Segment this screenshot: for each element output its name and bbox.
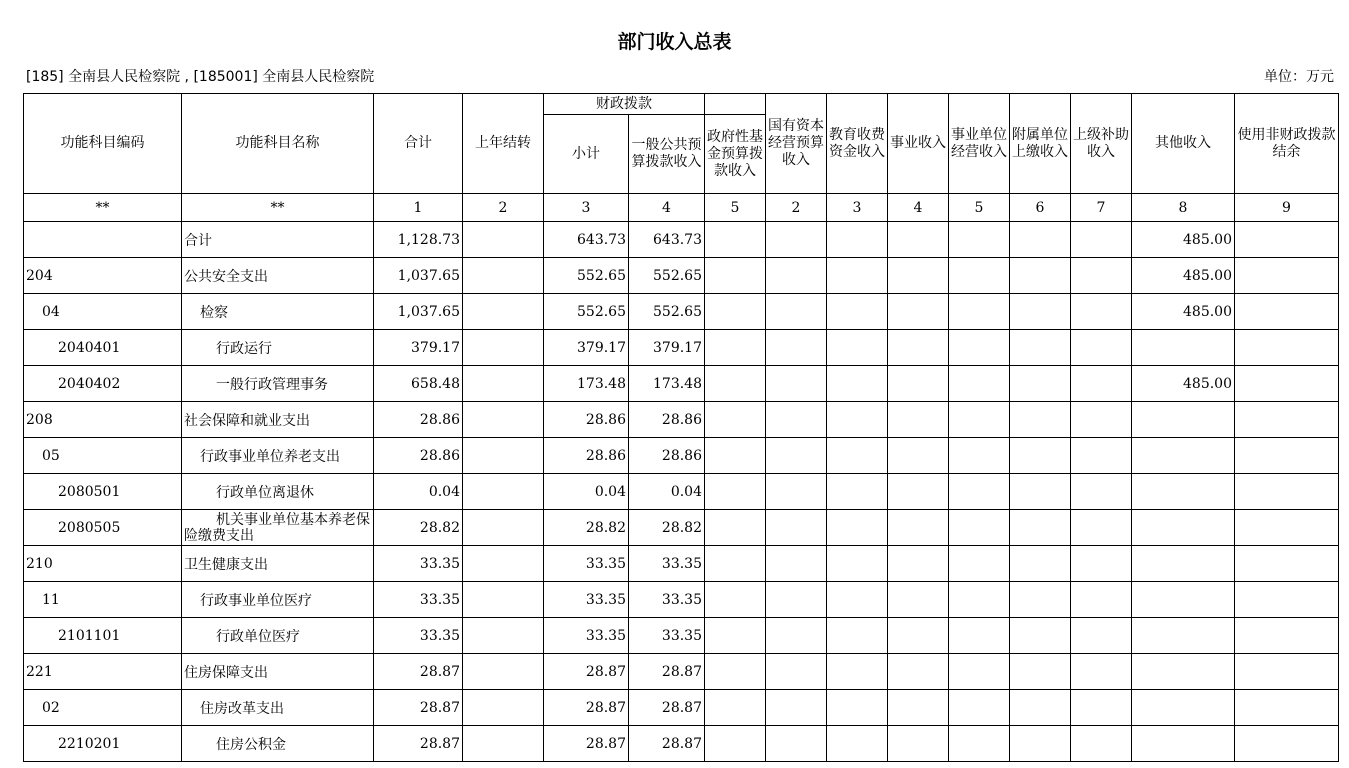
amount-cell	[705, 546, 766, 582]
amount-cell	[949, 510, 1010, 546]
amount-cell	[766, 690, 827, 726]
subject-name-cell: 行政运行	[182, 330, 374, 366]
amount-cell	[1132, 690, 1235, 726]
header-other-income: 其他收入	[1132, 94, 1235, 194]
amount-cell	[888, 618, 949, 654]
amount-cell	[827, 294, 888, 330]
amount-cell	[766, 258, 827, 294]
amount-cell	[1010, 402, 1071, 438]
amount-cell	[766, 726, 827, 762]
amount-cell	[827, 654, 888, 690]
amount-cell	[1235, 654, 1339, 690]
amount-cell: 485.00	[1132, 294, 1235, 330]
header-code: 功能科目编码	[24, 94, 182, 194]
amount-cell: 33.35	[629, 546, 705, 582]
amount-cell	[827, 690, 888, 726]
amount-cell: 1,037.65	[374, 294, 463, 330]
column-index-cell: 8	[1132, 194, 1235, 222]
amount-cell	[1071, 654, 1132, 690]
table-row	[24, 402, 1339, 438]
amount-cell	[705, 474, 766, 510]
amount-cell	[766, 438, 827, 474]
column-index-cell: 9	[1235, 194, 1339, 222]
amount-cell	[827, 402, 888, 438]
amount-cell: 552.65	[629, 294, 705, 330]
amount-cell: 33.35	[374, 618, 463, 654]
amount-cell	[766, 294, 827, 330]
subject-name-cell: 机关事业单位基本养老保险缴费支出	[182, 510, 374, 546]
amount-cell	[705, 618, 766, 654]
income-summary-table	[23, 93, 1339, 762]
amount-cell	[888, 222, 949, 258]
amount-cell	[1010, 654, 1071, 690]
amount-cell: 379.17	[544, 330, 629, 366]
amount-cell	[1010, 474, 1071, 510]
amount-cell	[766, 510, 827, 546]
amount-cell	[888, 690, 949, 726]
amount-cell: 33.35	[544, 582, 629, 618]
amount-cell	[827, 258, 888, 294]
table-row	[24, 690, 1339, 726]
amount-cell: 28.86	[544, 402, 629, 438]
amount-cell: 33.35	[629, 582, 705, 618]
column-index-cell: **	[24, 194, 182, 222]
column-index-cell: 4	[888, 194, 949, 222]
amount-cell	[463, 330, 544, 366]
table-row	[24, 258, 1339, 294]
header-operating-income: 事业单位经营收入	[949, 94, 1010, 194]
amount-cell: 0.04	[544, 474, 629, 510]
amount-cell	[1071, 726, 1132, 762]
column-index-cell: 2	[766, 194, 827, 222]
table-row	[24, 294, 1339, 330]
table-row	[24, 438, 1339, 474]
amount-cell	[463, 618, 544, 654]
table-row	[24, 546, 1339, 582]
subject-code-cell: 2080501	[24, 474, 182, 510]
amount-cell	[705, 438, 766, 474]
amount-cell	[1132, 474, 1235, 510]
amount-cell	[949, 546, 1010, 582]
amount-cell: 658.48	[374, 366, 463, 402]
subject-code-cell	[24, 222, 182, 258]
amount-cell	[705, 294, 766, 330]
table-row	[24, 582, 1339, 618]
amount-cell	[1010, 294, 1071, 330]
amount-cell	[766, 654, 827, 690]
amount-cell: 28.87	[629, 726, 705, 762]
amount-cell: 28.86	[374, 402, 463, 438]
subject-name-cell: 行政事业单位医疗	[182, 582, 374, 618]
column-index-cell: 4	[629, 194, 705, 222]
subject-code-cell: 2101101	[24, 618, 182, 654]
amount-cell	[463, 546, 544, 582]
amount-cell: 28.87	[629, 690, 705, 726]
amount-cell	[1071, 474, 1132, 510]
table-row	[24, 654, 1339, 690]
amount-cell: 552.65	[544, 294, 629, 330]
amount-cell	[705, 726, 766, 762]
subject-code-cell: 2040401	[24, 330, 182, 366]
amount-cell	[949, 726, 1010, 762]
amount-cell	[463, 258, 544, 294]
column-index-cell: 5	[949, 194, 1010, 222]
amount-cell	[888, 258, 949, 294]
amount-cell	[463, 582, 544, 618]
subject-code-cell: 2210201	[24, 726, 182, 762]
amount-cell	[1132, 618, 1235, 654]
amount-cell	[1010, 366, 1071, 402]
subject-name-cell: 行政单位医疗	[182, 618, 374, 654]
amount-cell	[1071, 438, 1132, 474]
subject-name-cell: 住房保障支出	[182, 654, 374, 690]
header-subtotal: 小计	[544, 115, 629, 194]
amount-cell	[1010, 726, 1071, 762]
amount-cell: 1,128.73	[374, 222, 463, 258]
amount-cell: 173.48	[629, 366, 705, 402]
header-top-blank	[705, 94, 766, 115]
amount-cell	[1132, 654, 1235, 690]
amount-cell: 0.04	[629, 474, 705, 510]
amount-cell	[766, 222, 827, 258]
amount-cell	[1010, 510, 1071, 546]
amount-cell: 28.87	[544, 654, 629, 690]
amount-cell	[705, 402, 766, 438]
amount-cell	[766, 474, 827, 510]
amount-cell: 379.17	[629, 330, 705, 366]
amount-cell	[827, 330, 888, 366]
amount-cell: 33.35	[374, 546, 463, 582]
amount-cell	[1132, 546, 1235, 582]
amount-cell: 28.82	[544, 510, 629, 546]
subject-code-cell: 04	[24, 294, 182, 330]
amount-cell	[827, 582, 888, 618]
table-row	[24, 330, 1339, 366]
amount-cell	[827, 510, 888, 546]
subject-name-cell: 住房改革支出	[182, 690, 374, 726]
amount-cell	[463, 690, 544, 726]
amount-cell: 28.82	[374, 510, 463, 546]
amount-cell	[1132, 330, 1235, 366]
amount-cell	[888, 474, 949, 510]
header-name: 功能科目名称	[182, 94, 374, 194]
subject-code-cell: 2080505	[24, 510, 182, 546]
header-non-fiscal-balance: 使用非财政拨款结余	[1235, 94, 1339, 194]
amount-cell	[1071, 294, 1132, 330]
amount-cell	[463, 222, 544, 258]
header-carryover: 上年结转	[463, 94, 544, 194]
amount-cell	[1132, 402, 1235, 438]
amount-cell	[463, 366, 544, 402]
table-row	[24, 618, 1339, 654]
amount-cell: 485.00	[1132, 258, 1235, 294]
amount-cell	[1235, 582, 1339, 618]
amount-cell	[1132, 438, 1235, 474]
amount-cell	[1071, 618, 1132, 654]
subject-code-cell: 204	[24, 258, 182, 294]
amount-cell	[1010, 258, 1071, 294]
amount-cell	[1235, 366, 1339, 402]
amount-cell	[1235, 330, 1339, 366]
amount-cell	[1235, 222, 1339, 258]
amount-cell	[949, 690, 1010, 726]
subject-name-cell: 公共安全支出	[182, 258, 374, 294]
subject-name-cell: 行政事业单位养老支出	[182, 438, 374, 474]
subject-name-cell: 行政单位离退休	[182, 474, 374, 510]
table-row	[24, 222, 1339, 258]
amount-cell	[1010, 438, 1071, 474]
amount-cell	[766, 582, 827, 618]
amount-cell: 28.87	[374, 654, 463, 690]
amount-cell	[1071, 330, 1132, 366]
amount-cell	[463, 438, 544, 474]
amount-cell	[827, 366, 888, 402]
amount-cell	[1010, 582, 1071, 618]
amount-cell	[705, 582, 766, 618]
amount-cell	[1071, 258, 1132, 294]
amount-cell	[888, 402, 949, 438]
amount-cell	[949, 402, 1010, 438]
amount-cell	[705, 690, 766, 726]
amount-cell: 28.86	[544, 438, 629, 474]
amount-cell	[1010, 330, 1071, 366]
amount-cell: 28.87	[374, 726, 463, 762]
header-gov-fund: 政府性基金预算拨款收入	[705, 115, 766, 194]
amount-cell	[1071, 222, 1132, 258]
amount-cell	[1010, 690, 1071, 726]
report-title: 部门收入总表	[617, 31, 732, 53]
amount-cell	[1071, 510, 1132, 546]
amount-cell: 643.73	[544, 222, 629, 258]
report-subtitle: [185] 全南县人民检察院 , [185001] 全南县人民检察院	[26, 69, 375, 85]
amount-cell: 28.86	[629, 438, 705, 474]
subject-name-cell: 社会保障和就业支出	[182, 402, 374, 438]
amount-cell	[888, 438, 949, 474]
amount-cell	[888, 582, 949, 618]
subject-name-cell: 合计	[182, 222, 374, 258]
amount-cell	[463, 510, 544, 546]
amount-cell	[463, 402, 544, 438]
amount-cell: 643.73	[629, 222, 705, 258]
table-body	[24, 222, 1339, 762]
amount-cell	[1235, 546, 1339, 582]
amount-cell	[1235, 438, 1339, 474]
subject-code-cell: 11	[24, 582, 182, 618]
amount-cell	[827, 546, 888, 582]
amount-cell: 28.86	[374, 438, 463, 474]
header-total: 合计	[374, 94, 463, 194]
amount-cell	[705, 366, 766, 402]
amount-cell	[766, 618, 827, 654]
subject-name-cell: 卫生健康支出	[182, 546, 374, 582]
column-index-cell: 6	[1010, 194, 1071, 222]
amount-cell	[463, 474, 544, 510]
column-index-cell: 3	[827, 194, 888, 222]
table-row	[24, 366, 1339, 402]
amount-cell: 33.35	[544, 618, 629, 654]
amount-cell: 552.65	[544, 258, 629, 294]
amount-cell	[949, 582, 1010, 618]
header-business-income: 事业收入	[888, 94, 949, 194]
amount-cell	[1132, 726, 1235, 762]
amount-cell	[463, 726, 544, 762]
header-superior-subsidy: 上级补助收入	[1071, 94, 1132, 194]
column-index-cell: 3	[544, 194, 629, 222]
amount-cell	[705, 222, 766, 258]
amount-cell	[1132, 510, 1235, 546]
amount-cell	[1071, 582, 1132, 618]
amount-cell	[1235, 618, 1339, 654]
amount-cell	[1071, 546, 1132, 582]
amount-cell: 28.87	[544, 690, 629, 726]
column-index-cell: 1	[374, 194, 463, 222]
amount-cell	[949, 366, 1010, 402]
amount-cell	[888, 654, 949, 690]
header-fiscal-group: 财政拨款	[544, 94, 705, 115]
subject-code-cell: 2040402	[24, 366, 182, 402]
amount-cell	[1235, 510, 1339, 546]
table-row	[24, 726, 1339, 762]
subject-code-cell: 05	[24, 438, 182, 474]
amount-cell	[949, 222, 1010, 258]
amount-cell: 485.00	[1132, 222, 1235, 258]
amount-cell	[827, 726, 888, 762]
amount-cell	[1235, 402, 1339, 438]
amount-cell	[949, 294, 1010, 330]
amount-cell: 33.35	[629, 618, 705, 654]
amount-cell	[1235, 690, 1339, 726]
amount-cell	[888, 366, 949, 402]
amount-cell	[1071, 366, 1132, 402]
amount-cell	[1132, 582, 1235, 618]
amount-cell	[705, 654, 766, 690]
subject-name-cell: 一般行政管理事务	[182, 366, 374, 402]
table-row	[24, 474, 1339, 510]
amount-cell	[827, 618, 888, 654]
amount-cell	[766, 546, 827, 582]
amount-cell	[1071, 402, 1132, 438]
amount-cell	[888, 546, 949, 582]
unit-label: 单位：万元	[1264, 69, 1334, 85]
column-index-cell: 5	[705, 194, 766, 222]
amount-cell	[1010, 618, 1071, 654]
amount-cell: 28.87	[374, 690, 463, 726]
amount-cell	[949, 438, 1010, 474]
amount-cell: 33.35	[544, 546, 629, 582]
amount-cell	[766, 402, 827, 438]
header-subsidiary: 附属单位上缴收入	[1010, 94, 1071, 194]
header-general-budget: 一般公共预算拨款收入	[629, 115, 705, 194]
amount-cell	[463, 294, 544, 330]
amount-cell	[1010, 222, 1071, 258]
header-education-fee: 教育收费资金收入	[827, 94, 888, 194]
column-index-cell: **	[182, 194, 374, 222]
amount-cell	[949, 654, 1010, 690]
amount-cell	[827, 474, 888, 510]
amount-cell	[888, 294, 949, 330]
amount-cell	[1235, 294, 1339, 330]
amount-cell: 33.35	[374, 582, 463, 618]
amount-cell	[1235, 258, 1339, 294]
amount-cell	[888, 726, 949, 762]
amount-cell	[1235, 726, 1339, 762]
amount-cell: 485.00	[1132, 366, 1235, 402]
amount-cell	[949, 474, 1010, 510]
amount-cell	[949, 330, 1010, 366]
column-index-cell: 2	[463, 194, 544, 222]
amount-cell	[705, 510, 766, 546]
subject-code-cell: 221	[24, 654, 182, 690]
amount-cell	[766, 366, 827, 402]
amount-cell: 1,037.65	[374, 258, 463, 294]
amount-cell	[1071, 690, 1132, 726]
amount-cell: 28.86	[629, 402, 705, 438]
amount-cell: 28.82	[629, 510, 705, 546]
column-index-cell: 7	[1071, 194, 1132, 222]
amount-cell	[949, 258, 1010, 294]
amount-cell: 379.17	[374, 330, 463, 366]
amount-cell	[827, 222, 888, 258]
column-index-row	[24, 194, 1339, 222]
amount-cell: 28.87	[544, 726, 629, 762]
amount-cell	[888, 330, 949, 366]
subject-name-cell: 住房公积金	[182, 726, 374, 762]
amount-cell: 0.04	[374, 474, 463, 510]
amount-cell: 28.87	[629, 654, 705, 690]
header-state-capital: 国有资本经营预算收入	[766, 94, 827, 194]
amount-cell	[1235, 474, 1339, 510]
table-row	[24, 510, 1339, 546]
subject-code-cell: 208	[24, 402, 182, 438]
amount-cell	[888, 510, 949, 546]
subject-code-cell: 02	[24, 690, 182, 726]
amount-cell	[766, 330, 827, 366]
amount-cell	[705, 330, 766, 366]
subject-code-cell: 210	[24, 546, 182, 582]
amount-cell: 552.65	[629, 258, 705, 294]
amount-cell	[949, 618, 1010, 654]
amount-cell	[463, 654, 544, 690]
subject-name-cell: 检察	[182, 294, 374, 330]
amount-cell: 173.48	[544, 366, 629, 402]
amount-cell	[827, 438, 888, 474]
amount-cell	[1010, 546, 1071, 582]
amount-cell	[705, 258, 766, 294]
